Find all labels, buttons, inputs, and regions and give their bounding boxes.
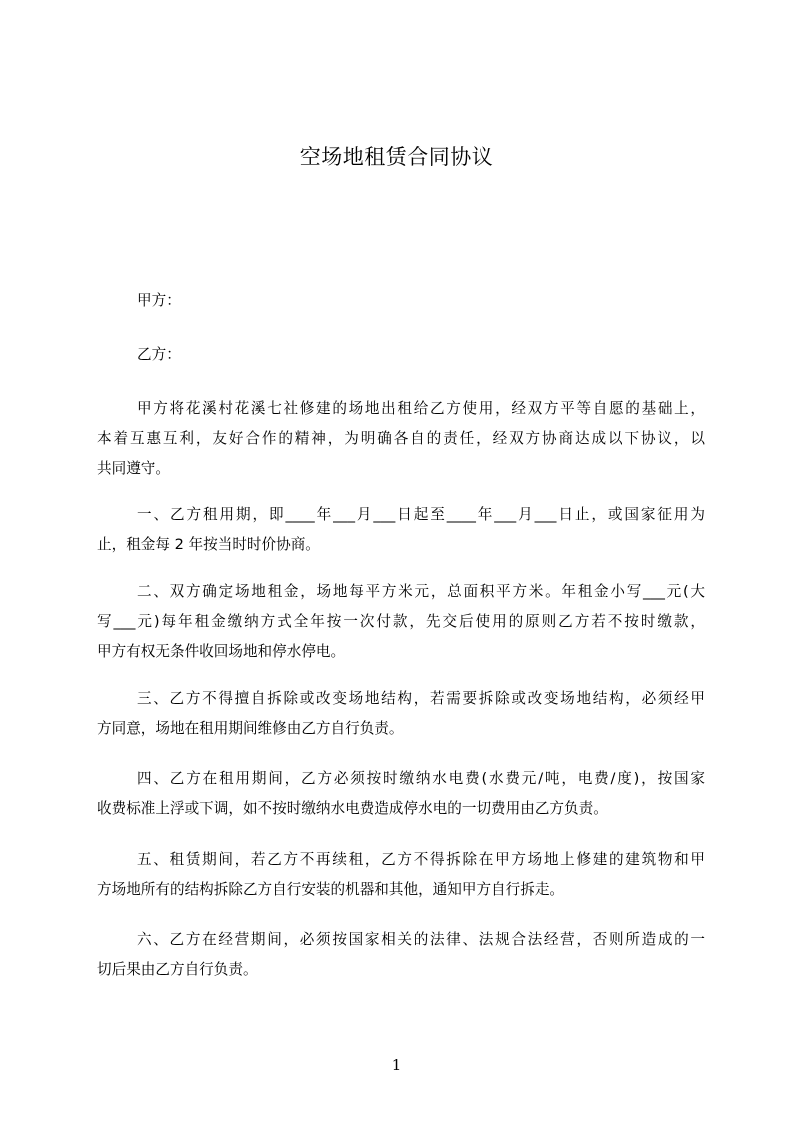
clause-4: [97, 764, 705, 824]
page-number: 1: [391, 1056, 402, 1074]
paragraph-intro: [97, 394, 705, 484]
paragraph-line: 本着互惠互利，友好合作的精神，为明确各自的责任，经双方协商达成以下协议，以: [97, 430, 705, 447]
paragraph-line: 止，租金每 2 年按当时时价协商。: [97, 536, 320, 553]
paragraph-line: 甲方有权无条件收回场地和停水停电。: [97, 643, 346, 660]
document-title: 空场地租赁合同协议: [299, 145, 494, 169]
clause-6: [97, 925, 705, 985]
paragraph-line: 收费标准上浮或下调，如不按时缴纳水电费造成停水电的一切费用由乙方负责。: [97, 800, 608, 817]
clause-1: [97, 500, 705, 560]
party-a-label: 甲方：: [137, 292, 181, 309]
paragraph-line: 四、乙方在租用期间，乙方必须按时缴纳水电费(水费元/吨，电费/度)，按国家: [137, 770, 705, 787]
paragraph-line: 三、乙方不得擅自拆除或改变场地结构，若需要拆除或改变场地结构，必须经甲: [137, 690, 705, 707]
paragraph-line: 方同意，场地在租用期间维修由乙方自行负责。: [97, 720, 404, 737]
party-b-label: 乙方：: [137, 346, 181, 363]
paragraph-line: 切后果由乙方自行负责。: [97, 961, 258, 978]
paragraph-line: 五、租赁期间，若乙方不再续租，乙方不得拆除在甲方场地上修建的建筑物和甲: [137, 851, 705, 868]
clause-3: [97, 684, 705, 744]
paragraph-line: 一、乙方租用期，即____年___月___日起至____年___月___日止，或国家征用为: [137, 506, 705, 523]
paragraph-line: 写___元)每年租金缴纳方式全年按一次付款，先交后使用的原则乙方若不按时缴款，: [97, 613, 705, 630]
clause-2: [97, 577, 705, 667]
paragraph-line: 方场地所有的结构拆除乙方自行安装的机器和其他，通知甲方自行拆走。: [97, 881, 565, 898]
paragraph-line: 六、乙方在经营期间，必须按国家相关的法律、法规合法经营，否则所造成的一: [137, 931, 705, 948]
paragraph-line: 甲方将花溪村花溪七社修建的场地出租给乙方使用，经双方平等自愿的基础上，: [137, 400, 705, 417]
paragraph-line: 二、双方确定场地租金，场地每平方米元，总面积平方米。年租金小写___元(大: [137, 583, 705, 600]
clause-5: [97, 845, 705, 905]
paragraph-line: 共同遵守。: [97, 460, 170, 477]
